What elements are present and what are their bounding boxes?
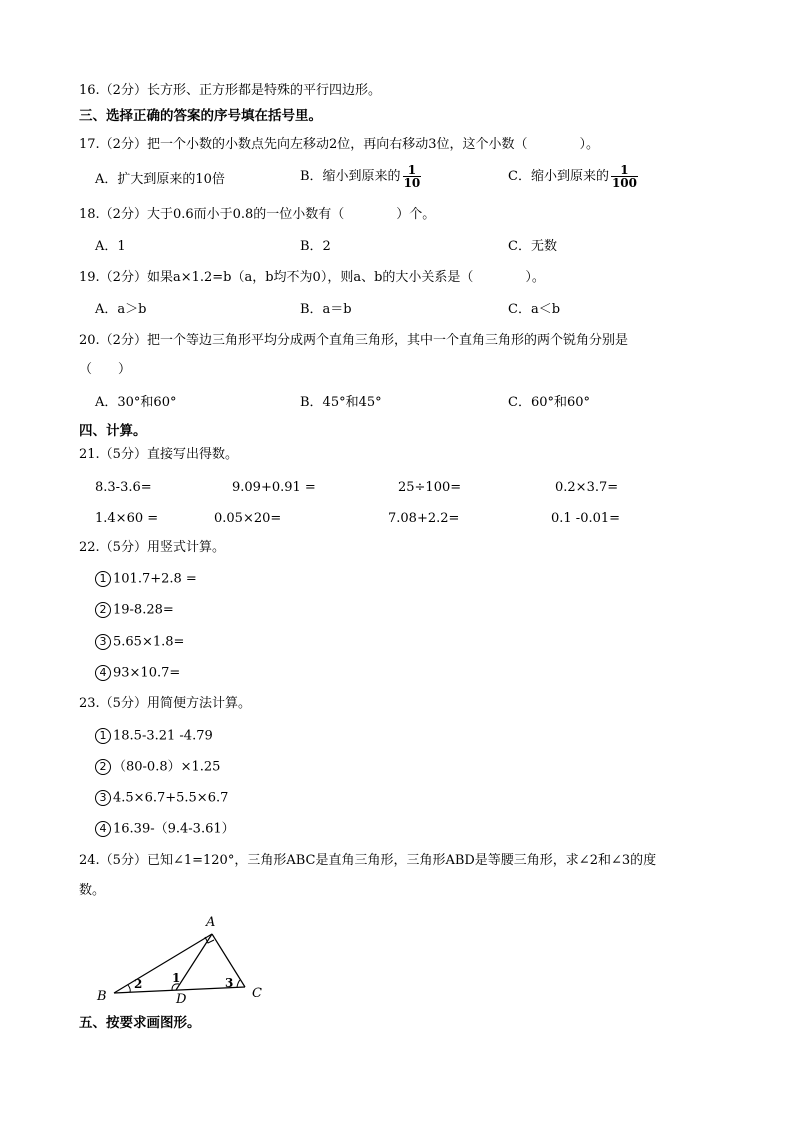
q19-option-c: C．a＜b bbox=[508, 302, 561, 317]
circled-number: 1 bbox=[95, 728, 111, 744]
triangle-figure bbox=[92, 912, 272, 1007]
question-24-stem-continued: 数。 bbox=[79, 883, 106, 898]
circled-number: 2 bbox=[95, 759, 111, 775]
question-24-stem: 24.（5分）已知∠1=120°，三角形ABC是直角三角形，三角形ABD是等腰三角形，求∠2和∠3的度 bbox=[79, 853, 657, 868]
fraction-1-10: $\frac{1}{10}$ bbox=[403, 163, 421, 190]
q21-item: 25÷100= bbox=[398, 480, 462, 495]
circled-number: 4 bbox=[95, 665, 111, 681]
q23-item-4: 4 16.39-（9.4-3.61） bbox=[95, 821, 235, 838]
q21-item: 7.08+2.2= bbox=[388, 511, 460, 526]
fraction-1-100: $\frac{1}{100}$ bbox=[611, 163, 638, 190]
angle-2-arc bbox=[128, 985, 130, 992]
circled-number: 3 bbox=[95, 790, 111, 806]
q17-option-c bbox=[508, 164, 638, 189]
circled-number: 3 bbox=[95, 634, 111, 650]
question-17-stem: 17.（2分）把一个小数的小数点先向左移动2位，再向右移动3位，这个小数（ ）。 bbox=[79, 137, 599, 152]
q23-item-1: 1 18.5-3.21 -4.79 bbox=[95, 728, 213, 745]
section-3-heading: 三、选择正确的答案的序号填在括号里。 bbox=[79, 108, 322, 124]
label-c: C bbox=[252, 986, 262, 1001]
q22-item-4: 4 93×10.7= bbox=[95, 665, 180, 682]
question-20-stem-continued: （ ） bbox=[79, 362, 132, 377]
q18-option-a: A．1 bbox=[95, 239, 126, 254]
circled-number: 1 bbox=[95, 571, 111, 587]
label-angle-2: 2 bbox=[134, 977, 143, 991]
q22-item-1: 1 101.7+2.8 = bbox=[95, 571, 197, 588]
label-b: B bbox=[97, 989, 107, 1004]
q23-item-3: 3 4.5×6.7+5.5×6.7 bbox=[95, 790, 228, 807]
question-20-stem: 20.（2分）把一个等边三角形平均分成两个直角三角形，其中一个直角三角形的两个锐角分别是 bbox=[79, 333, 628, 348]
q18-option-b: B．2 bbox=[300, 239, 331, 254]
angle-3-arc bbox=[237, 980, 240, 987]
q17-option-b-text: B．缩小到原来的 bbox=[300, 169, 401, 184]
label-d: D bbox=[176, 992, 187, 1007]
circled-number: 4 bbox=[95, 821, 111, 837]
q22-item-2: 2 19-8.28= bbox=[95, 602, 174, 619]
q17-option-c-text: C．缩小到原来的 bbox=[508, 169, 609, 184]
q19-option-a: A．a＞b bbox=[95, 302, 147, 317]
question-16: 16.（2分）长方形、正方形都是特殊的平行四边形。 bbox=[79, 83, 381, 98]
question-21-stem: 21.（5分）直接写出得数。 bbox=[79, 447, 238, 462]
q21-item: 0.2×3.7= bbox=[555, 480, 619, 495]
q21-item: 1.4×60 = bbox=[95, 511, 159, 526]
q19-option-b: B．a＝b bbox=[300, 302, 352, 317]
question-18-stem: 18.（2分）大于0.6而小于0.8的一位小数有（ ）个。 bbox=[79, 207, 436, 222]
label-a: A bbox=[206, 915, 216, 930]
q20-option-a: A．30°和60° bbox=[95, 395, 177, 410]
q21-item: 8.3-3.6= bbox=[95, 480, 152, 495]
q21-item: 0.1 -0.01= bbox=[551, 511, 621, 526]
q21-item: 9.09+0.91 = bbox=[232, 480, 316, 495]
label-angle-1: 1 bbox=[172, 971, 181, 985]
circled-number: 2 bbox=[95, 602, 111, 618]
question-19-stem: 19.（2分）如果a×1.2=b（a，b均不为0），则a、b的大小关系是（ ）。 bbox=[79, 270, 545, 285]
question-22-stem: 22.（5分）用竖式计算。 bbox=[79, 540, 225, 555]
q17-option-a: A．扩大到原来的10倍 bbox=[95, 172, 225, 187]
q20-option-c: C．60°和60° bbox=[508, 395, 591, 410]
question-23-stem: 23.（5分）用简便方法计算。 bbox=[79, 696, 251, 711]
line-ad bbox=[176, 934, 212, 990]
q23-item-2: 2 （80-0.8）×1.25 bbox=[95, 759, 220, 776]
section-4-heading: 四、计算。 bbox=[79, 423, 147, 439]
line-ba bbox=[114, 934, 212, 993]
q21-item: 0.05×20= bbox=[214, 511, 282, 526]
q18-option-c: C．无数 bbox=[508, 239, 557, 254]
section-5-heading: 五、按要求画图形。 bbox=[79, 1015, 201, 1031]
q22-item-3: 3 5.65×1.8= bbox=[95, 634, 184, 651]
q17-option-b bbox=[300, 164, 421, 189]
label-angle-3: 3 bbox=[225, 976, 234, 990]
q20-option-b: B．45°和45° bbox=[300, 395, 382, 410]
